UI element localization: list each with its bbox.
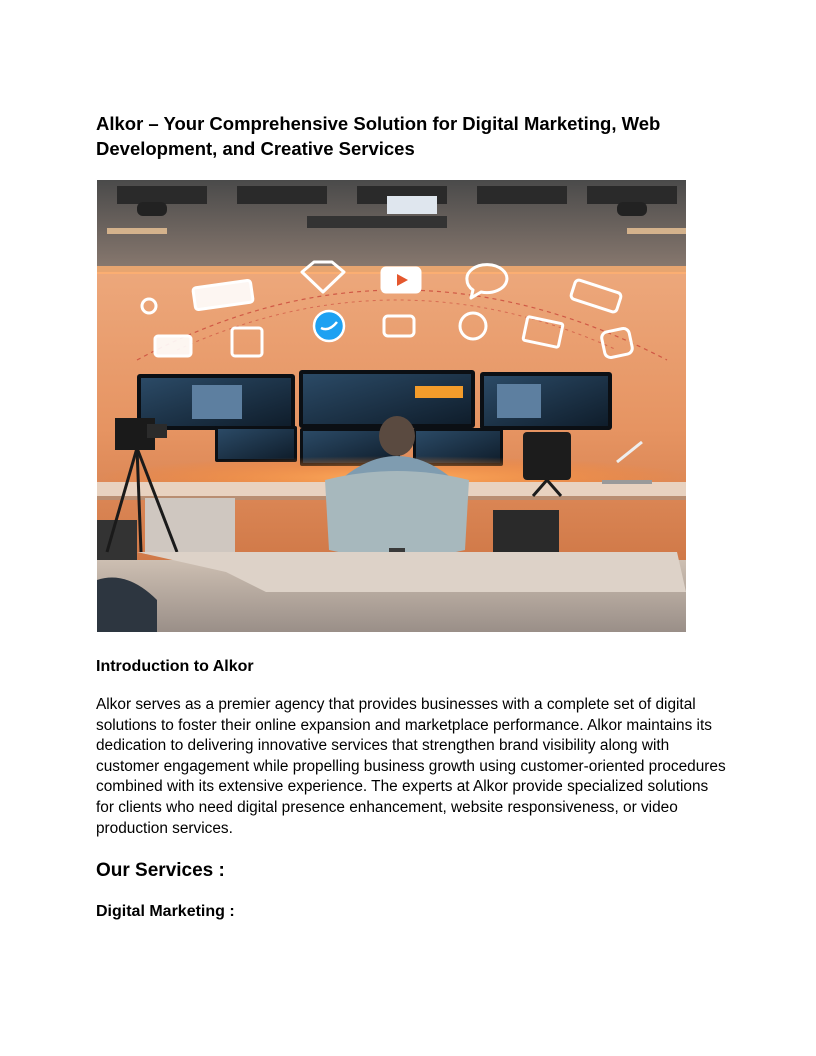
intro-heading: Introduction to Alkor [96,658,254,675]
hero-image [97,180,686,632]
twitter-icon [314,311,344,341]
services-heading: Our Services : [96,860,225,881]
digital-marketing-heading: Digital Marketing : [96,903,235,920]
intro-paragraph: Alkor serves as a premier agency that provides businesses with a complete set of digital solutions to foster their online expansion and marketplace performance. Alkor maintains its dedication to delivering innovative services that strengthen brand visibility along with customer engagement while propelling business growth using customer-oriented procedures combined with its extensive experience. The experts at Alkor provide specialized solutions for clients who need digital presence enhancement, website responsiveness, or video production services. [96,696,726,837]
document-title: Alkor – Your Comprehensive Solution for Digital Marketing, Web Development, and Creative Services [96,113,661,159]
calendar-icon [155,336,191,356]
